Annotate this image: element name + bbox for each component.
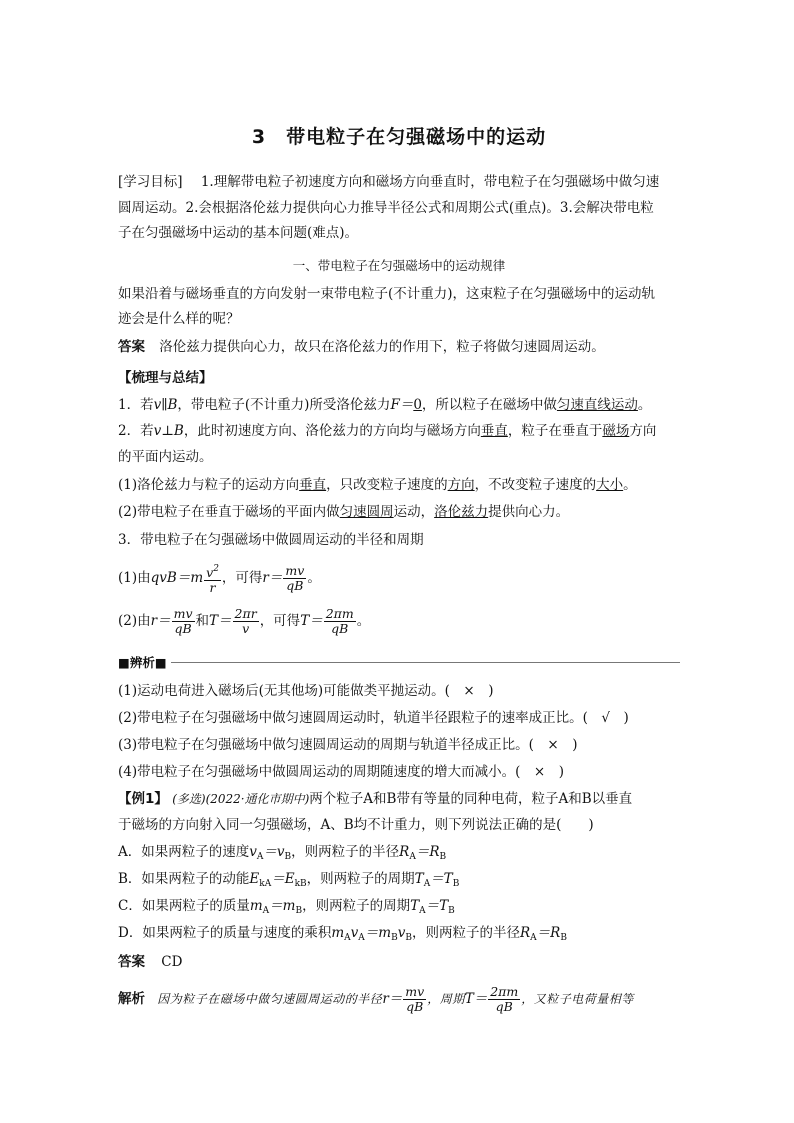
summary-item-2-cont: 的平面内运动。 — [118, 449, 213, 465]
discern-header: ■辨析■ — [118, 655, 167, 670]
example-label: 【例1】 — [118, 791, 168, 807]
fraction-v2-over-r: $\frac{v^2}{r}$ — [206, 564, 219, 595]
answer-line: 答案 洛伦兹力提供向心力，故只在洛伦兹力的作用下，粒子将做匀速圆周运动。 — [118, 339, 605, 355]
discern-divider — [118, 655, 680, 669]
summary-sub-1: (1)洛伦兹力与粒子的运动方向垂直，只改变粒子速度的方向，不改变粒子速度的大小。 — [118, 477, 637, 493]
example-answer-value: CD — [161, 954, 183, 970]
option-d[interactable]: D．如果两粒子的质量与速度的乘积$m_Av_A=m_Bv_B$，则两粒子的半径$R_A=R_B$ — [118, 925, 567, 943]
divider-rule — [171, 662, 680, 663]
discern-item-3: (3)带电粒子在匀强磁场中做匀速圆周运动的周期与轨道半径成正比。( × ) — [118, 737, 578, 753]
example-line-1: 【例1】 (多选)(2022·通化市期中)两个粒子A和B带有等量的同种电荷，粒子A和B以垂直 — [118, 791, 633, 807]
section-heading: 一、带电粒子在匀强磁场中的运动规律 — [292, 258, 506, 273]
option-c[interactable]: C．如果两粒子的质量$m_A=m_B$，则两粒子的周期$T_A=T_B$ — [118, 898, 455, 916]
formula-period: (2)由r＝ $\frac{mv}{qB}$ 和T＝ $\frac{2\pi r}{v}$ ，可得T＝ $\frac{2\pi m}{qB}$ 。 — [118, 606, 371, 636]
formula-radius: (1)由qvB＝m $\frac{v^2}{r}$ ，可得r＝ $\frac{mv}{qB}$ 。 — [118, 563, 321, 595]
answer-label: 答案 — [118, 339, 145, 355]
example-answer-label: 答案 — [118, 954, 145, 970]
summary-item-3: 3．带电粒子在匀强磁场中做圆周运动的半径和周期 — [118, 532, 424, 548]
solution-line: 解析 因为粒子在磁场中做匀速圆周运动的半径r＝ $\frac{mv}{qB}$ ，周期T＝ $\frac{2\pi m}{qB}$ ，又粒子电荷量相等 — [118, 984, 634, 1014]
summary-sub-2: (2)带电粒子在垂直于磁场的平面内做匀速圆周运动，洛伦兹力提供向心力。 — [118, 504, 570, 520]
discern-item-4: (4)带电粒子在匀强磁场中做圆周运动的周期随速度的增大而减小。( × ) — [118, 764, 564, 780]
objectives-label: [学习目标] — [118, 174, 183, 190]
objectives-line-3: 子在匀强磁场中运动的基本问题(难点)。 — [118, 225, 359, 241]
question-line-1: 如果沿着与磁场垂直的方向发射一束带电粒子(不计重力)，这束粒子在匀强磁场中的运动轨 — [118, 286, 656, 302]
page-title: 3 带电粒子在匀强磁场中的运动 — [251, 126, 547, 148]
objectives-line-1: [学习目标] 1.理解带电粒子初速度方向和磁场方向垂直时，带电粒子在匀强磁场中做匀速 — [118, 174, 660, 190]
solution-label: 解析 — [118, 991, 145, 1007]
example-answer — [118, 952, 680, 972]
discern-item-1: (1)运动电荷进入磁场后(无其他场)可能做类平抛运动。( × ) — [118, 683, 494, 699]
fraction-mv-over-qb: $\frac{mv}{qB}$ — [285, 563, 305, 593]
option-a[interactable]: A．如果两粒子的速度$v_A=v_B$，则两粒子的半径$R_A=R_B$ — [118, 844, 447, 862]
summary-header: 【梳理与总结】 — [118, 370, 213, 386]
summary-item-1: 1．若v∥B，带电粒子(不计重力)所受洛伦兹力F＝0，所以粒子在磁场中做匀速直线运动。 — [118, 397, 652, 413]
example-line-2: 于磁场的方向射入同一匀强磁场，A、B均不计重力，则下列说法正确的是( ) — [118, 817, 594, 833]
option-b[interactable]: B．如果两粒子的动能$E_{kA}=E_{kB}$，则两粒子的周期$T_A=T_B$ — [118, 871, 460, 889]
objectives-line-2: 圆周运动。2.会根据洛伦兹力提供向心力推导半径公式和周期公式(重点)。3.会解决带电粒 — [118, 200, 654, 216]
question-line-2: 迹会是什么样的呢？ — [118, 311, 240, 327]
summary-item-2: 2．若v⊥B，此时初速度方向、洛伦兹力的方向均与磁场方向垂直，粒子在垂直于磁场方向 — [118, 423, 657, 439]
discern-item-2: (2)带电粒子在匀强磁场中做匀速圆周运动时，轨道半径跟粒子的速率成正比。( √ ) — [118, 710, 629, 726]
